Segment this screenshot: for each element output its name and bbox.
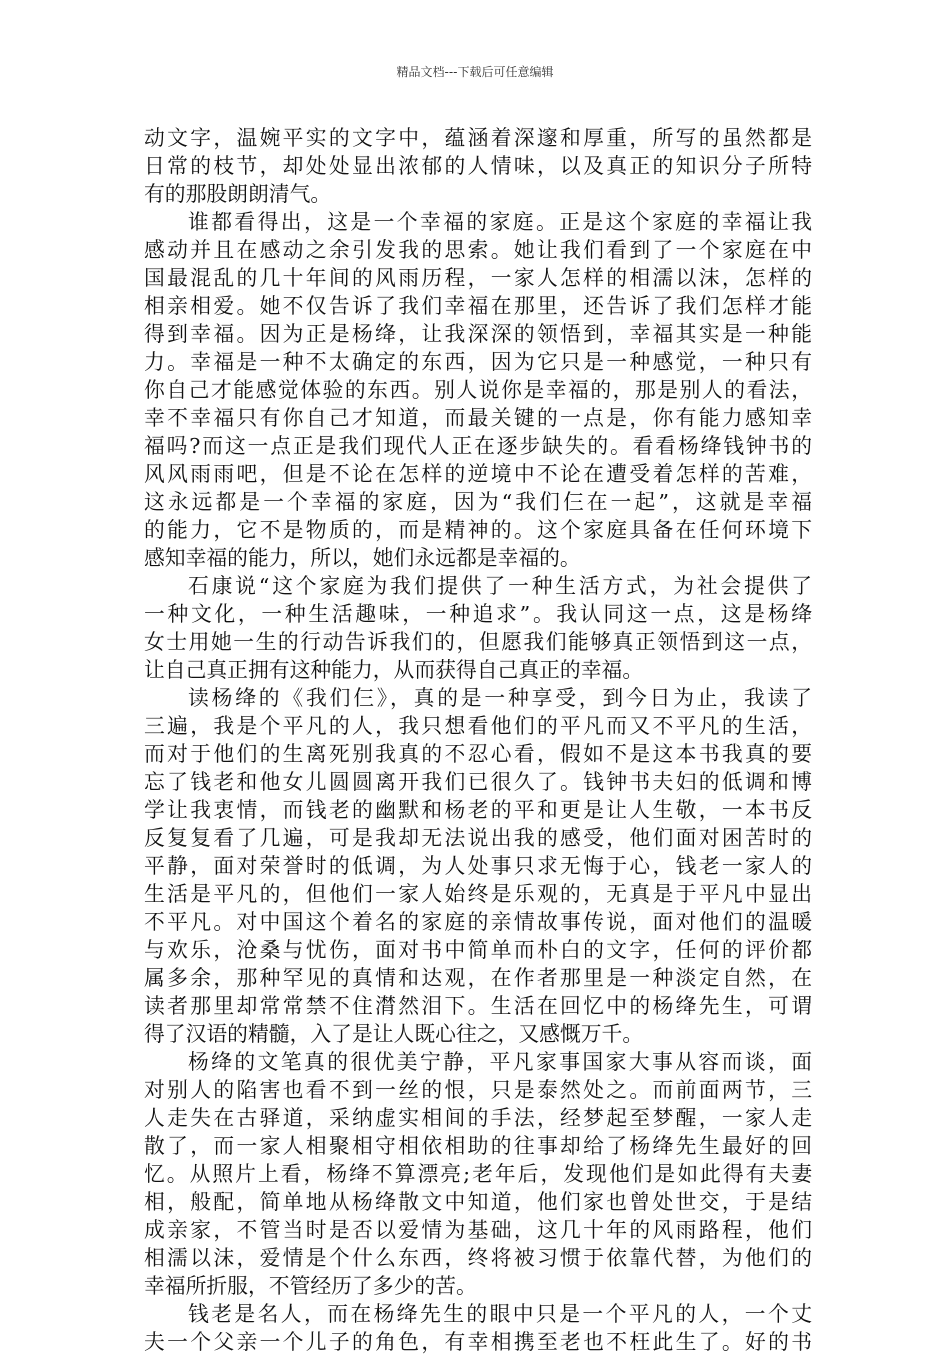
text-line: 相，般配，简单地从杨绛散文中知道，他们家也曾处世交，于是结 xyxy=(144,1190,812,1214)
text-line: 学让我衷情，而钱老的幽默和杨老的平和更是让人生敬，一本书反 xyxy=(144,798,812,822)
text-line: 的能力，它不是物质的，而是精神的。这个家庭具备在任何环境下 xyxy=(144,518,812,542)
text-line: 石康说“这个家庭为我们提供了一种生活方式，为社会提供了 xyxy=(188,574,812,598)
text-line: 生活是平凡的，但他们一家人始终是乐观的，无真是于平凡中显出 xyxy=(144,882,812,906)
text-line: 三遍，我是个平凡的人，我只想看他们的平凡而又不平凡的生活， xyxy=(144,714,812,738)
text-line: 有的那股朗朗清气。 xyxy=(144,182,332,206)
text-line: 感知幸福的能力，所以，她们永远都是幸福的。 xyxy=(144,546,581,570)
text-line: 相亲相爱。她不仅告诉了我们幸福在那里，还告诉了我们怎样才能 xyxy=(144,294,812,318)
text-line: 与欢乐，沧桑与忧伤，面对书中简单而朴白的文字，任何的评价都 xyxy=(144,938,812,962)
text-line: 不平凡。对中国这个着名的家庭的亲情故事传说，面对他们的温暖 xyxy=(144,910,812,934)
text-line: 感动并且在感动之余引发我的思索。她让我们看到了一个家庭在中 xyxy=(144,238,812,262)
text-line: 而对于他们的生离死别我真的不忍心看，假如不是这本书我真的要 xyxy=(144,742,812,766)
text-line: 成亲家，不管当时是否以爱情为基础，这几十年的风雨路程，他们 xyxy=(144,1218,812,1242)
text-line: 这永远都是一个幸福的家庭，因为“我们仨在一起”，这就是幸福 xyxy=(144,490,812,514)
text-line: 夫一个父亲一个儿子的角色，有幸相携至老也不枉此生了。好的书 xyxy=(144,1330,812,1354)
document-body xyxy=(144,124,812,1356)
text-line: 杨绛的文笔真的很优美宁静，平凡家事国家大事从容而谈，面 xyxy=(188,1050,812,1074)
text-line: 动文字，温婉平实的文字中，蕴涵着深邃和厚重，所写的虽然都是 xyxy=(144,126,812,150)
page-header: 精品文档---下载后可任意编辑 xyxy=(396,65,554,79)
text-line: 幸福所折服，不管经历了多少的苦。 xyxy=(144,1274,477,1298)
text-line: 忆。从照片上看，杨绛不算漂亮;老年后，发现他们是如此得有夫妻 xyxy=(144,1162,812,1186)
text-line: 日常的枝节，却处处显出浓郁的人情味，以及真正的知识分子所特 xyxy=(144,154,812,178)
text-line: 力。幸福是一种不太确定的东西，因为它只是一种感觉，一种只有 xyxy=(144,350,812,374)
text-line: 女士用她一生的行动告诉我们的，但愿我们能够真正领悟到这一点， xyxy=(144,630,812,654)
text-line: 一种文化，一种生活趣味，一种追求”。我认同这一点，这是杨绛 xyxy=(144,602,812,626)
text-line: 对别人的陷害也看不到一丝的恨，只是泰然处之。而前面两节，三 xyxy=(144,1078,812,1102)
text-line: 属多余，那种罕见的真情和达观，在作者那里是一种淡定自然，在 xyxy=(144,966,812,990)
text-line: 国最混乱的几十年间的风雨历程，一家人怎样的相濡以沫，怎样的 xyxy=(144,266,812,290)
text-line: 反复复看了几遍，可是我却无法说出我的感受，他们面对困苦时的 xyxy=(144,826,812,850)
text-line: 得了汉语的精髓，入了是让人既心往之，又感慨万千。 xyxy=(144,1022,644,1046)
text-line: 读者那里却常常禁不住潸然泪下。生活在回忆中的杨绛先生，可谓 xyxy=(144,994,812,1018)
text-line: 幸不幸福只有你自己才知道，而最关键的一点是，你有能力感知幸 xyxy=(144,406,812,430)
text-line: 谁都看得出，这是一个幸福的家庭。正是这个家庭的幸福让我 xyxy=(188,210,812,234)
text-line: 你自己才能感觉体验的东西。别人说你是幸福的，那是别人的看法， xyxy=(144,378,812,402)
text-line: 钱老是名人，而在杨绛先生的眼中只是一个平凡的人，一个丈 xyxy=(188,1302,812,1326)
text-line: 平静，面对荣誉时的低调，为人处事只求无悔于心，钱老一家人的 xyxy=(144,854,812,878)
text-line: 风风雨雨吧，但是不论在怎样的逆境中不论在遭受着怎样的苦难， xyxy=(144,462,812,486)
text-line: 忘了钱老和他女儿圆圆离开我们已很久了。钱钟书夫妇的低调和博 xyxy=(144,770,812,794)
text-line: 得到幸福。因为正是杨绛，让我深深的领悟到，幸福其实是一种能 xyxy=(144,322,812,346)
text-line: 相濡以沫，爱情是个什么东西，终将被习惯于依靠代替，为他们的 xyxy=(144,1246,812,1270)
text-line: 让自己真正拥有这种能力，从而获得自己真正的幸福。 xyxy=(144,658,644,682)
text-line: 读杨绛的《我们仨》，真的是一种享受，到今日为止，我读了 xyxy=(188,686,812,710)
text-line: 福吗?而这一点正是我们现代人正在逐步缺失的。看看杨绛钱钟书的 xyxy=(144,434,812,458)
text-line: 散了，而一家人相聚相守相依相助的往事却给了杨绛先生最好的回 xyxy=(144,1134,812,1158)
text-line: 人走失在古驿道，采纳虚实相间的手法，经梦起至梦醒，一家人走 xyxy=(144,1106,812,1130)
